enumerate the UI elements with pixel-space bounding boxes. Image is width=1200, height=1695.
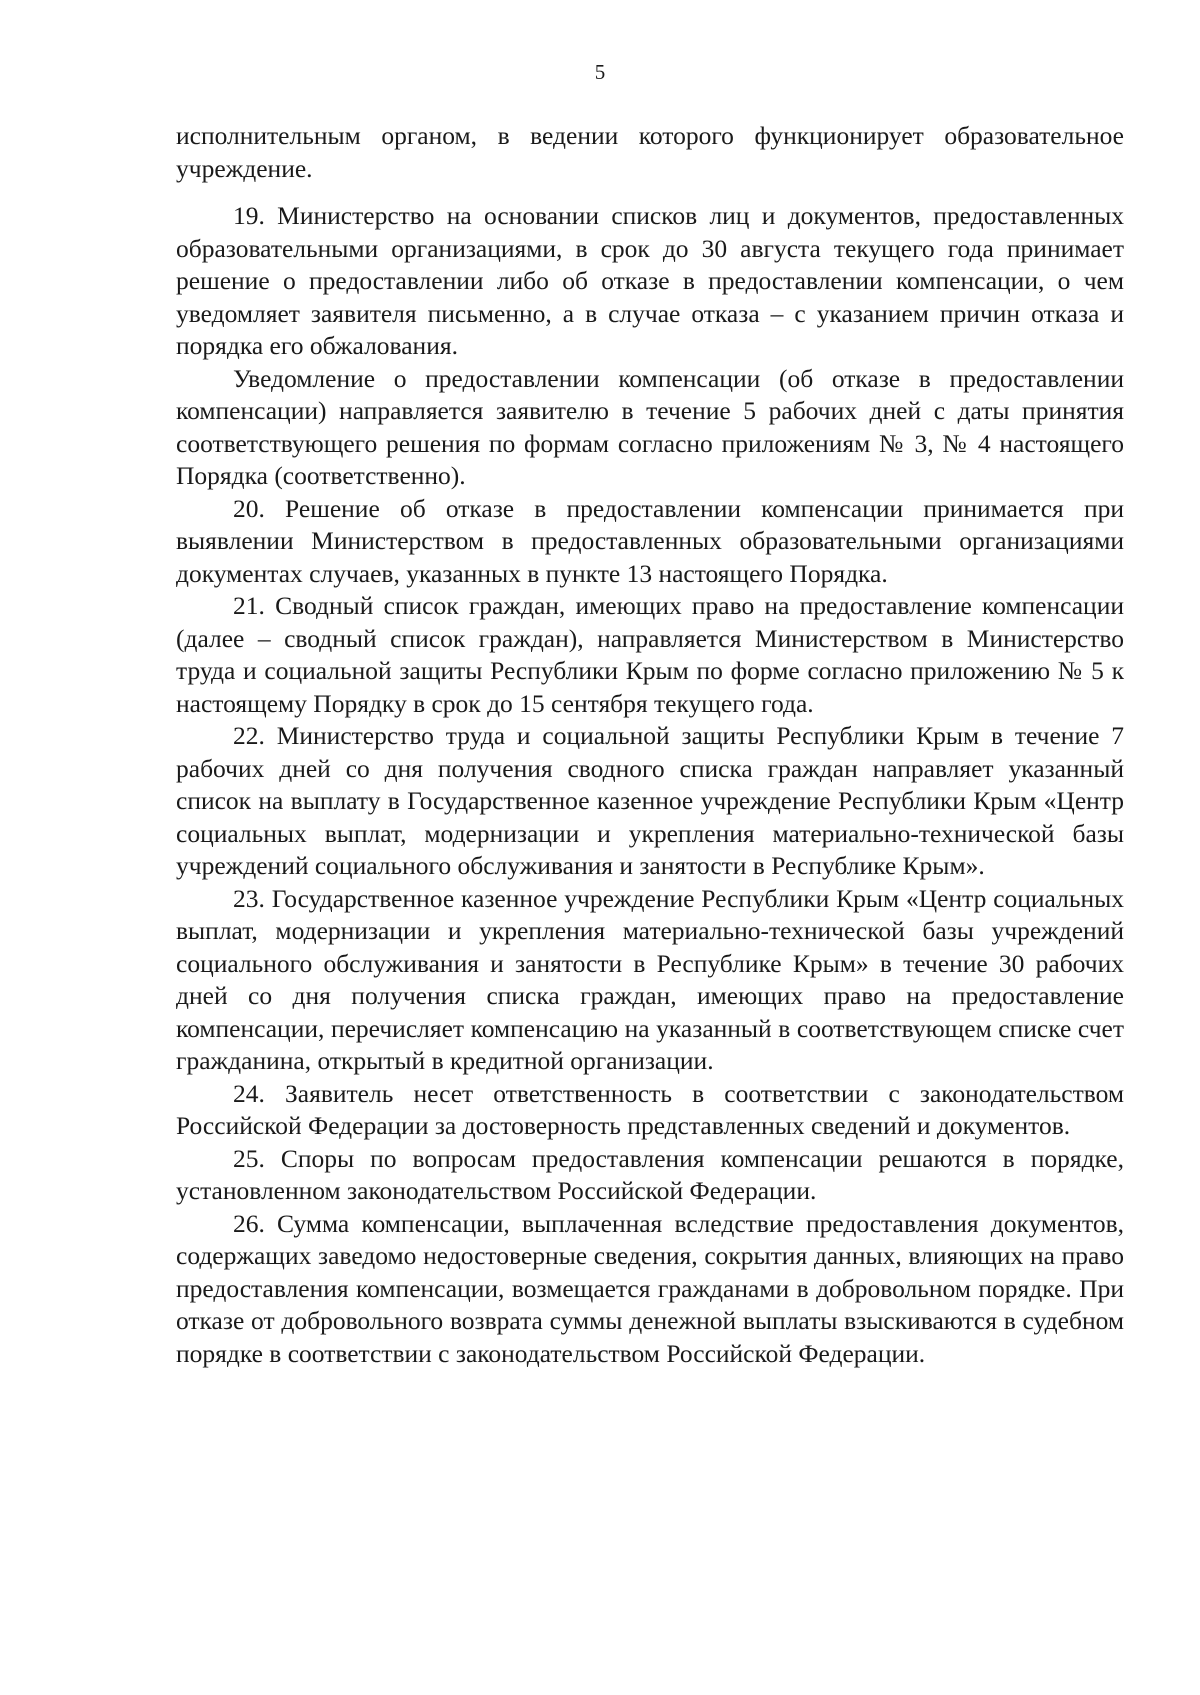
document-body	[176, 120, 1124, 1370]
paragraph-21: 21. Сводный список граждан, имеющих право на предоставление компенсации (далее – сводный список граждан), направляется Министерством в Министерство труда и социальной защиты Республики Крым по форме согласно приложению № 5 к настоящему Порядку в срок до 15 сентября текущего года.	[176, 591, 1124, 718]
page-number: 5	[594, 60, 606, 84]
paragraph-22: 22. Министерство труда и социальной защиты Республики Крым в течение 7 рабочих дней со дня получения сводного списка граждан направляет указанный список на выплату в Государственное казенное учреждение Республики Крым «Центр социальных выплат, модернизации и укрепления материально-технической базы учреждений социального обслуживания и занятости в Республике Крым».	[176, 721, 1124, 880]
paragraph-23: 23. Государственное казенное учреждение Республики Крым «Центр социальных выплат, модернизации и укрепления материально-технической базы учреждений социального обслуживания и занятости в Республике Крым» в течение 30 рабочих дней со дня получения списка граждан, имеющих право на предоставление компенсации, перечисляет компенсацию на указанный в соответствующем списке счет гражданина, открытый в кредитной организации.	[176, 883, 1124, 1075]
paragraph-26: 26. Сумма компенсации, выплаченная вследствие предоставления документов, содержащих заведомо недостоверные сведения, сокрытия данных, влияющих на право предоставления компенсации, возмещается гражданами в добровольном порядке. При отказе от добровольного возврата суммы денежной выплаты взыскиваются в судебном порядке в соответствии с законодательством Российской Федерации.	[176, 1208, 1124, 1368]
paragraph-20: 20. Решение об отказе в предоставлении компенсации принимается при выявлении Министерством в предоставленных образовательными организациями документах случаев, указанных в пункте 13 настоящего Порядка.	[176, 493, 1124, 588]
paragraph-24: 24. Заявитель несет ответственность в соответствии с законодательством Российской Федерации за достоверность представленных сведений и документов.	[176, 1078, 1124, 1140]
paragraph-19: 19. Министерство на основании списков лиц и документов, предоставленных образовательными организациями, в срок до 30 августа текущего года принимает решение о предоставлении либо об отказе в предоставлении компенсации, о чем уведомляет заявителя письменно, а в случае отказа – с указанием причин отказа и порядка его обжалования.	[176, 201, 1124, 360]
paragraph-25: 25. Споры по вопросам предоставления компенсации решаются в порядке, установленном законодательством Российской Федерации.	[176, 1143, 1124, 1205]
paragraph-19-notice: Уведомление о предоставлении компенсации (об отказе в предоставлении компенсации) направляется заявителю в течение 5 рабочих дней с даты принятия соответствующего решения по формам согласно приложениям № 3, № 4 настоящего Порядка (соответственно).	[176, 363, 1124, 490]
paragraph-continuation: исполнительным органом, в ведении которого функционирует образовательное учреждение.	[176, 121, 1124, 183]
